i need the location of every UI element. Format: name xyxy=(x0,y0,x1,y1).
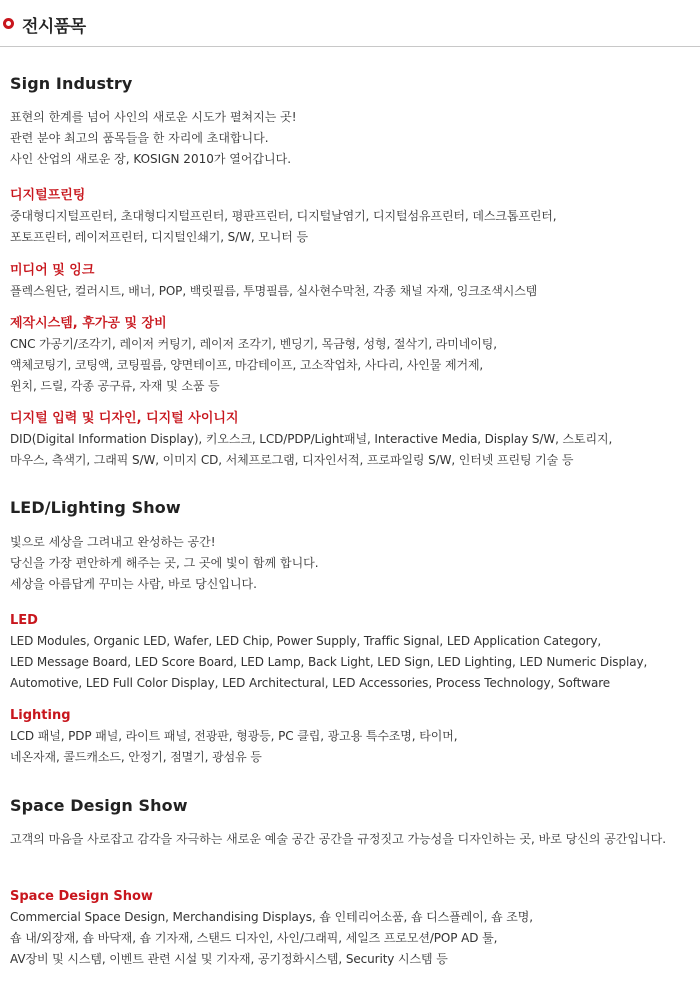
section-intro xyxy=(10,532,690,595)
intro-line: 관련 분야 최고의 품목들을 한 자리에 초대합니다. xyxy=(10,131,269,145)
section-intro xyxy=(10,107,690,170)
category-items-line: LED Message Board, LED Score Board, LED Lamp, Back Light, LED Sign, LED Lighting, LED Numeric Display, xyxy=(10,655,648,669)
category-digital-printing xyxy=(10,186,690,248)
category-title: 디지털프린팅 xyxy=(10,188,86,203)
category-items-line: LED Modules, Organic LED, Wafer, LED Chip, Power Supply, Traffic Signal, LED Application Category, xyxy=(10,634,602,648)
section-sign-industry xyxy=(10,74,690,94)
intro-line: 사인 산업의 새로운 장, KOSIGN 2010가 열어갑니다. xyxy=(10,152,292,166)
category-title: 미디어 및 잉크 xyxy=(10,263,95,278)
page-title: 전시품목 xyxy=(22,17,86,37)
category-items-line: Commercial Space Design, Merchandising Displays, 숍 인테리어소품, 숍 디스플레이, 숍 조명, xyxy=(10,910,533,924)
category-items-line: 포토프린터, 레이저프린터, 디지털인쇄기, S/W, 모니터 등 xyxy=(10,230,308,244)
category-items-line: 네온자재, 콜드캐소드, 안정기, 점멸기, 광섬유 등 xyxy=(10,750,262,764)
section-title: LED/Lighting Show xyxy=(10,498,181,517)
section-title: Sign Industry xyxy=(10,74,133,93)
category-production-systems xyxy=(10,314,690,397)
section-space-design xyxy=(10,796,690,816)
category-title: Space Design Show xyxy=(10,889,153,904)
category-items-line: 액체코팅기, 코팅액, 코팅필름, 양면테이프, 마감테이프, 고소작업차, 사다리, 사인물 제거제, xyxy=(10,358,484,372)
category-title: 제작시스템, 후가공 및 장비 xyxy=(10,316,167,331)
category-items-line: 마우스, 측색기, 그래픽 S/W, 이미지 CD, 서체프로그램, 디자인서적, 프로파일링 S/W, 인터넷 프린팅 기술 등 xyxy=(10,453,574,467)
category-title: LED xyxy=(10,613,38,628)
category-items-line: 윈치, 드릴, 각종 공구류, 자재 및 소품 등 xyxy=(10,379,220,393)
category-items-line: CNC 가공기/조각기, 레이저 커팅기, 레이저 조각기, 벤딩기, 목금형, 성형, 절삭기, 라미네이팅, xyxy=(10,337,497,351)
section-title: Space Design Show xyxy=(10,796,188,815)
category-items-line: 중대형디지털프린터, 초대형디지털프린터, 평판프린터, 디지털날염기, 디지털섬유프린터, 데스크톱프린터, xyxy=(10,209,557,223)
intro-line: 표현의 한계를 넘어 사인의 새로운 시도가 펼쳐지는 곳! xyxy=(10,110,297,124)
category-title: Lighting xyxy=(10,708,71,723)
category-media-ink xyxy=(10,261,690,302)
intro-line: 고객의 마음을 사로잡고 감각을 자극하는 새로운 예술 공간 공간을 규정짓고 가능성을 디자인하는 곳, 바로 당신의 공간입니다. xyxy=(10,832,667,846)
intro-line: 당신을 가장 편안하게 해주는 곳, 그 곳에 빛이 함께 합니다. xyxy=(10,556,319,570)
circle-bullet-icon xyxy=(3,18,14,29)
category-items-line: LCD 패널, PDP 패널, 라이트 패널, 전광판, 형광등, PC 클립, 광고용 특수조명, 타이머, xyxy=(10,729,458,743)
category-digital-input-signage xyxy=(10,409,690,471)
category-title: 디지털 입력 및 디자인, 디지털 사이니지 xyxy=(10,411,239,426)
category-space-design-show xyxy=(10,887,690,970)
section-intro xyxy=(10,829,690,850)
category-items-line: 플렉스원단, 컬러시트, 배너, POP, 백릿필름, 투명필름, 실사현수막천, 각종 채널 자재, 잉크조색시스템 xyxy=(10,284,538,298)
category-led xyxy=(10,611,690,694)
category-items-line: Automotive, LED Full Color Display, LED Architectural, LED Accessories, Process Technology, Software xyxy=(10,676,611,690)
section-led-lighting xyxy=(10,498,690,518)
category-items-line: 숍 내/외장재, 숍 바닥재, 숍 기자재, 스탠드 디자인, 사인/그래픽, 세일즈 프로모션/POP AD 툴, xyxy=(10,931,498,945)
category-items-line: AV장비 및 시스템, 이벤트 관련 시설 및 기자재, 공기정화시스템, Security 시스템 등 xyxy=(10,952,448,966)
page-header xyxy=(0,0,700,47)
intro-line: 빛으로 세상을 그려내고 완성하는 공간! xyxy=(10,535,216,549)
category-items-line: DID(Digital Information Display), 키오스크, LCD/PDP/Light패널, Interactive Media, Display S/W, 스토리지, xyxy=(10,432,613,446)
category-lighting xyxy=(10,706,690,768)
intro-line: 세상을 아름답게 꾸미는 사람, 바로 당신입니다. xyxy=(10,577,257,591)
